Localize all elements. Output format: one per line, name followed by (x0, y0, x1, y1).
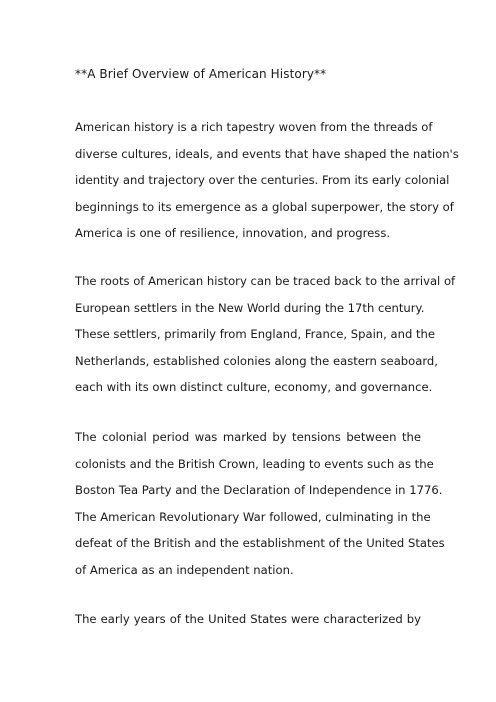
paragraph-line: colonists and the British Crown, leading to events such as the (75, 456, 434, 471)
paragraph-4 (75, 606, 421, 633)
paragraph-line: Netherlands, established colonies along the eastern seaboard, (75, 353, 438, 368)
paragraph-line: America is one of resilience, innovation, and progress. (75, 226, 391, 240)
paragraph-line: diverse cultures, ideals, and events that have shaped the nation's (75, 146, 459, 161)
paragraph-line: each with its own distinct culture, economy, and governance. (75, 380, 433, 394)
paragraph-line: The early years of the United States were characterized by (75, 612, 421, 626)
paragraph-line: These settlers, primarily from England, France, Spain, and the (75, 327, 436, 341)
paragraph-line: identity and trajectory over the centuries. From its early colonial (75, 173, 450, 187)
paragraph-line: European settlers in the New World during the 17th century. (75, 300, 425, 315)
paragraph-line: The colonial period was marked by tensions between the (75, 430, 421, 444)
paragraph-line: Boston Tea Party and the Declaration of Independence in 1776. (75, 483, 443, 497)
paragraph-3 (75, 424, 445, 583)
paragraph-line: The roots of American history can be traced back to the arrival of (75, 274, 456, 288)
paragraph-1 (75, 114, 459, 247)
document-title: **A Brief Overview of American History** (75, 67, 327, 81)
paragraph-line: The American Revolutionary War followed, culminating in the (75, 509, 431, 524)
paragraph-2 (75, 268, 456, 401)
paragraph-line: of America as an independent nation. (75, 562, 294, 577)
paragraph-line: American history is a rich tapestry woven from the threads of (75, 120, 433, 134)
paragraph-line: defeat of the British and the establishment of the United States (75, 536, 445, 550)
paragraph-line: beginnings to its emergence as a global superpower, the story of (75, 199, 454, 214)
